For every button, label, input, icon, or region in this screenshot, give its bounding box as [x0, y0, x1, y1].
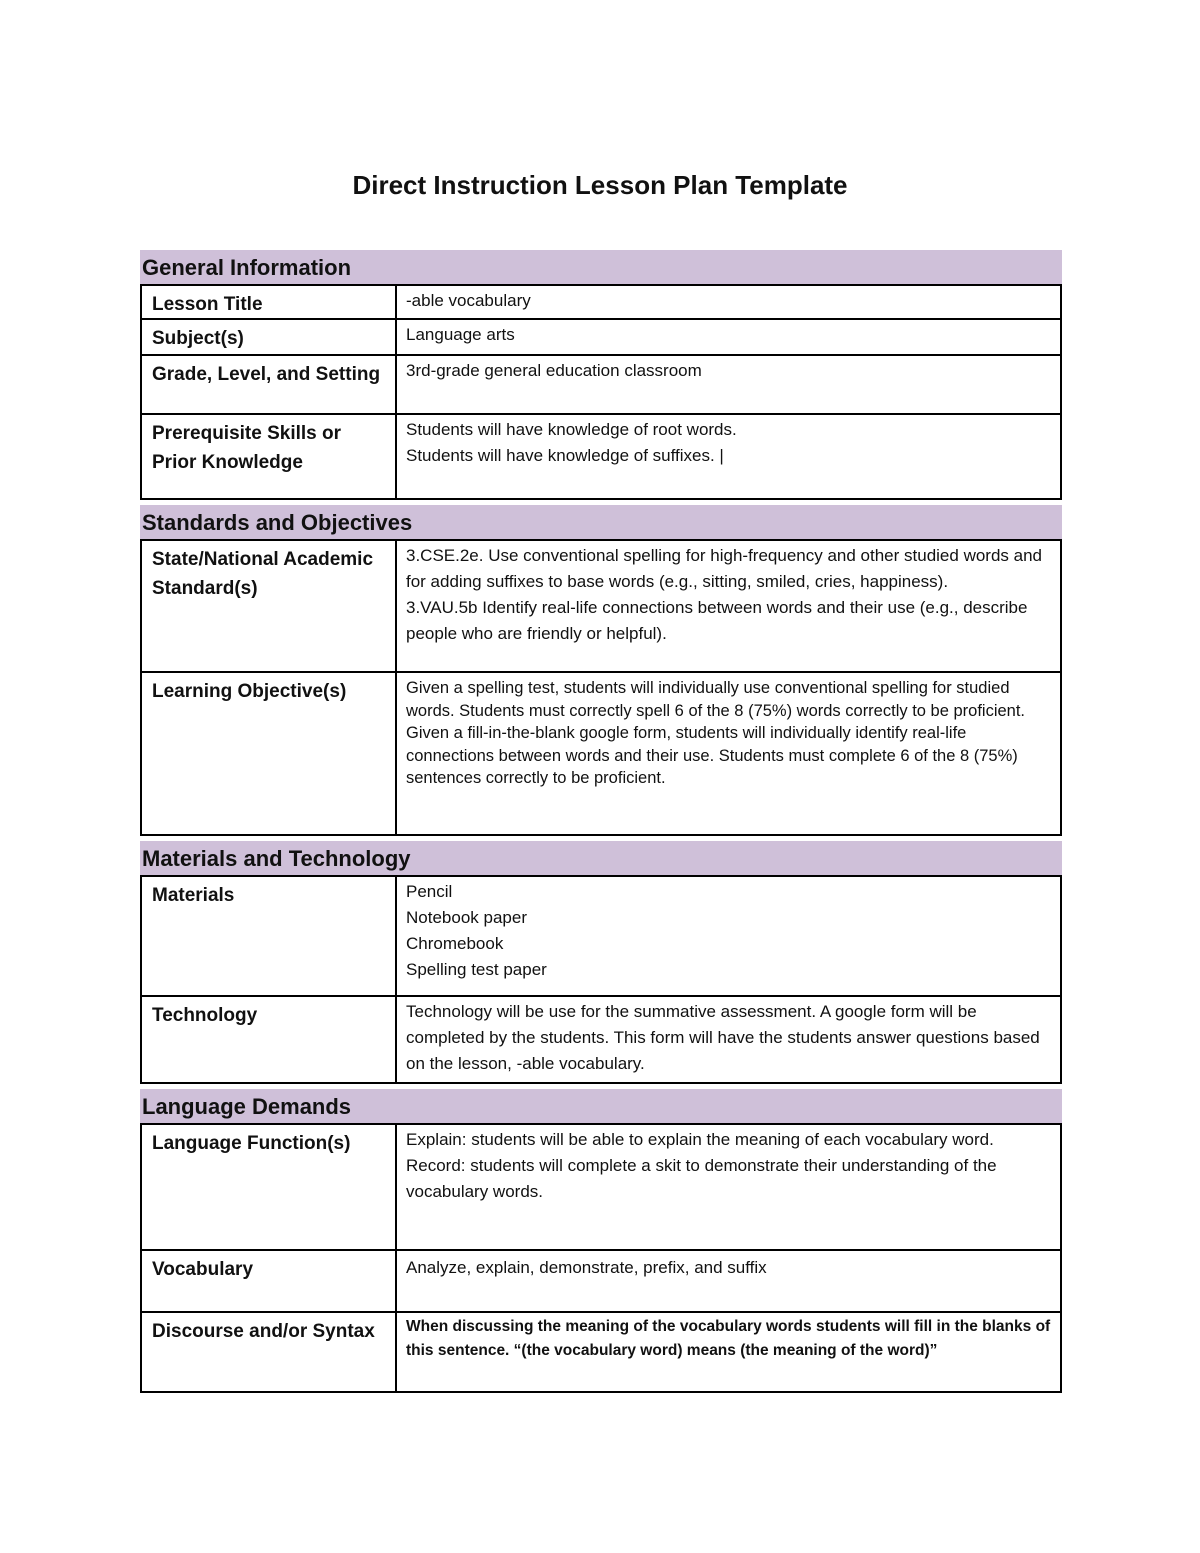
row-label: Prerequisite Skills or Prior Knowledge [142, 415, 397, 498]
section-header: Standards and Objectives [140, 505, 1062, 539]
row-grade-level-setting [140, 356, 1062, 415]
row-label: Technology [142, 997, 397, 1082]
row-technology [140, 997, 1062, 1084]
section-general-information [140, 250, 1062, 500]
row-value: When discussing the meaning of the vocabulary words students will fill in the blanks of this sentence. “(the vocabulary word) means (the meaning of the word)” [406, 1318, 1051, 1359]
row-value: 3rd-grade general education classroom [406, 361, 702, 380]
section-header: Materials and Technology [140, 841, 1062, 875]
row-label: Language Function(s) [142, 1125, 397, 1249]
section-language-demands [140, 1089, 1062, 1393]
row-label: Lesson Title [142, 286, 397, 318]
section-standards-objectives [140, 505, 1062, 836]
row-value: Given a spelling test, students will individually use conventional spelling for studied words. Students must correctly spell 6 of the 8 (75%) words correctly to be proficient. Given a fill-in-the-blank google form, students will individually identify real-life connections between words and their use. Students must complete 6 of the 8 (75%) sentences correctly to be proficient. [406, 679, 1026, 787]
row-value: Students will have knowledge of root words. Students will have knowledge of suffixes. | [406, 420, 737, 465]
section-header: General Information [140, 250, 1062, 284]
section-header: Language Demands [140, 1089, 1062, 1123]
document-title: Direct Instruction Lesson Plan Template [352, 170, 848, 200]
row-prerequisite-skills [140, 415, 1062, 500]
row-value: 3.CSE.2e. Use conventional spelling for high-frequency and other studied words and for adding suffixes to base words (e.g., sitting, smiled, cries, happiness). 3.VAU.5b Identify real-life connections between words and their use (e.g., describe people who are friendly or helpful). [406, 546, 1042, 643]
row-vocabulary [140, 1251, 1062, 1313]
row-label: State/National Academic Standard(s) [142, 541, 397, 671]
row-subjects [140, 320, 1062, 356]
row-materials [140, 875, 1062, 997]
section-materials-technology [140, 841, 1062, 1084]
row-label: Subject(s) [142, 320, 397, 354]
lesson-plan-table [140, 250, 1062, 1398]
row-value: Technology will be use for the summative assessment. A google form will be completed by the students. This form will have the students answer questions based on the lesson, -able vocabulary. [406, 1002, 1040, 1073]
row-value: -able vocabulary [406, 291, 531, 310]
row-lesson-title [140, 284, 1062, 320]
row-value: Pencil Notebook paper Chromebook Spelling test paper [406, 882, 547, 979]
row-value: Explain: students will be able to explain the meaning of each vocabulary word. Record: students will complete a skit to demonstrate their understanding of the vocabulary words. [406, 1130, 997, 1201]
row-learning-objectives [140, 673, 1062, 836]
row-label: Vocabulary [142, 1251, 397, 1311]
row-discourse-syntax [140, 1313, 1062, 1393]
row-academic-standards [140, 539, 1062, 673]
row-language-functions [140, 1123, 1062, 1251]
row-label: Discourse and/or Syntax [142, 1313, 397, 1391]
row-label: Materials [142, 877, 397, 995]
row-label: Grade, Level, and Setting [142, 356, 397, 413]
row-label: Learning Objective(s) [142, 673, 397, 834]
row-value: Language arts [406, 325, 515, 344]
row-value: Analyze, explain, demonstrate, prefix, and suffix [406, 1258, 767, 1277]
